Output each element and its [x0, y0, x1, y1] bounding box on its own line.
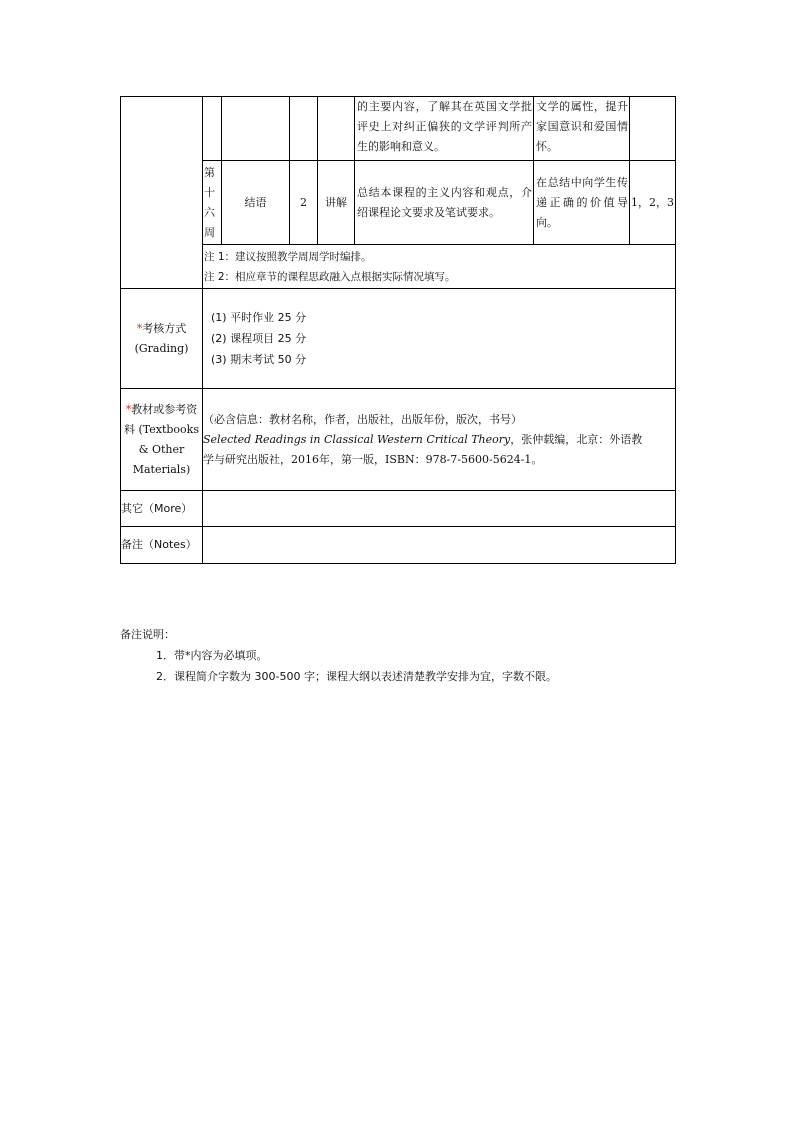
schedule-row-continued [121, 97, 676, 161]
more-value-cell [203, 491, 676, 527]
week-cell [203, 97, 222, 161]
textbook-label-cell [121, 389, 203, 491]
footer-item: 2．课程简介字数为 300-500 字；课程大纲以表述清楚教学安排为宜，字数不限。 [156, 670, 557, 683]
schedule-notes-row [121, 245, 676, 289]
textbook-hint: （必含信息：教材名称，作者，出版社，出版年份，版次，书号） [203, 412, 522, 426]
remarks-value-cell [203, 527, 676, 564]
content-cell: 的主要内容，了解其在英国文学批评史上对纠正偏狭的文学评判所产生的影响和意义。 [355, 97, 534, 161]
grading-item: (1) 平时作业 25 分 [211, 311, 307, 324]
topic-cell: 结语 [222, 161, 290, 245]
week-char: 六 [204, 205, 215, 219]
footer-title: 备注说明： [120, 628, 175, 641]
ideology-cell: 在总结中向学生传递正确的价值导向。 [534, 161, 630, 245]
schedule-label-cell [121, 97, 203, 289]
grading-item: (2) 课程项目 25 分 [211, 332, 307, 345]
content-cell: 总结本课程的主义内容和观点，介绍课程论文要求及笔试要求。 [355, 161, 534, 245]
textbook-label-en: Materials) [132, 462, 191, 476]
topic-cell [222, 97, 290, 161]
textbook-details: ，张仲载编，北京：外语教 [510, 432, 643, 446]
objectives-cell: 1，2，3 [630, 161, 676, 245]
textbook-label-en: & Other [138, 442, 185, 456]
textbook-row [121, 389, 676, 491]
week-char: 周 [204, 225, 215, 239]
method-cell [318, 97, 355, 161]
objectives-cell [630, 97, 676, 161]
required-mark: * [136, 321, 143, 335]
footer-notes [120, 624, 557, 687]
method-cell: 讲解 [318, 161, 355, 245]
more-label-cell: 其它（More） [121, 491, 203, 527]
textbook-details: 学与研究出版社，2016年，第一版，ISBN：978-7-5600-5624-1。 [203, 452, 543, 466]
more-row [121, 491, 676, 527]
remarks-label-cell: 备注（Notes） [121, 527, 203, 564]
schedule-note: 注 2：相应章节的课程思政融入点根据实际情况填写。 [204, 270, 456, 283]
week-char: 第 [204, 165, 215, 179]
week-char: 十 [204, 185, 215, 199]
schedule-notes-cell [203, 245, 676, 289]
week-number-cell [203, 161, 222, 245]
syllabus-table [120, 96, 676, 564]
hours-cell: 2 [290, 161, 318, 245]
textbook-label-en: (Textbooks [138, 422, 199, 436]
textbook-content-cell [203, 389, 676, 491]
textbook-title: Selected Readings in Classical Western Critical Theory [203, 432, 511, 446]
remarks-row [121, 527, 676, 564]
grading-item: (3) 期末考试 50 分 [211, 353, 307, 366]
required-mark: * [125, 402, 132, 416]
footer-item: 1．带*内容为必填项。 [156, 649, 268, 662]
grading-content-cell [203, 289, 676, 389]
textbook-label-2: 料 [123, 422, 135, 436]
grading-label-cell [121, 289, 203, 389]
hours-cell [290, 97, 318, 161]
ideology-cell: 文学的属性，提升家国意识和爱国情怀。 [534, 97, 630, 161]
schedule-note: 注 1：建议按照教学周周学时编排。 [204, 250, 372, 263]
grading-label: 考核方式 [142, 321, 187, 335]
grading-label-en: (Grading) [134, 341, 189, 355]
grading-row [121, 289, 676, 389]
textbook-label: 教材或参考资 [131, 402, 198, 416]
schedule-row-week16 [121, 161, 676, 245]
